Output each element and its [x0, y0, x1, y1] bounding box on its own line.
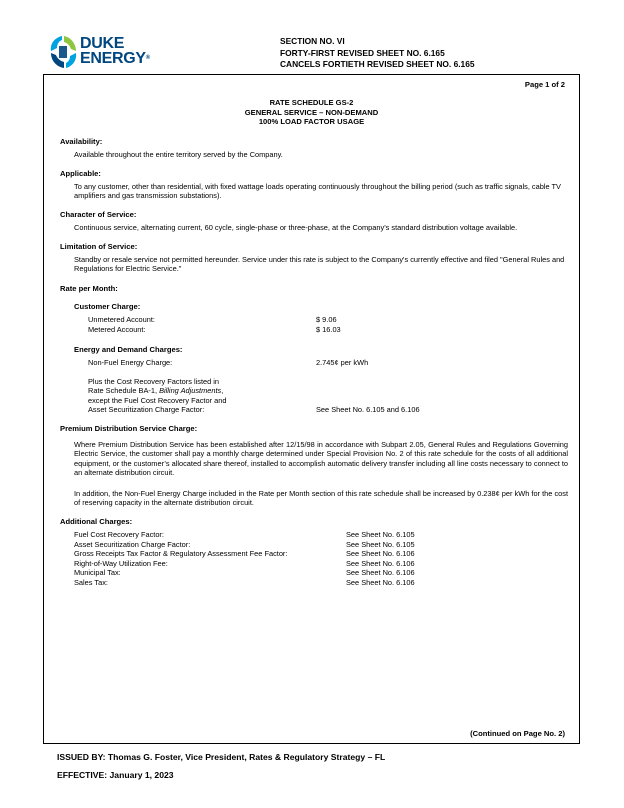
- premium-heading: Premium Distribution Service Charge:: [60, 424, 198, 433]
- cancels-sheet: CANCELS FORTIETH REVISED SHEET NO. 6.165: [280, 59, 475, 69]
- issued-by: ISSUED BY: Thomas G. Foster, Vice President, Rates & Regulatory Strategy – FL: [57, 752, 386, 762]
- additional-row: Municipal Tax: See Sheet No. 6.106: [74, 568, 415, 577]
- premium-paragraph-2: In addition, the Non-Fuel Energy Charge included in the Rate per Month section of this rate schedule shall be increased by 0.238¢ per kWh for the cost of reserving capacity in the alternate distribution circuit.: [74, 489, 568, 508]
- nonfuel-row: Non-Fuel Energy Charge: 2.745¢ per kWh: [88, 358, 369, 367]
- duke-energy-logo-icon: [48, 34, 78, 70]
- limitation-heading: Limitation of Service:: [60, 242, 138, 251]
- rate-heading: Rate per Month:: [60, 284, 118, 293]
- character-heading: Character of Service:: [60, 210, 137, 219]
- additional-row: Right-of-Way Utilization Fee: See Sheet No. 6.106: [74, 558, 415, 568]
- metered-row: Metered Account: $ 16.03: [88, 324, 341, 334]
- additional-row: Gross Receipts Tax Factor & Regulatory Assessment Fee Factor: See Sheet No. 6.106: [74, 549, 415, 558]
- section-number: SECTION NO. VI: [280, 36, 345, 46]
- additional-row: Asset Securitization Charge Factor: See Sheet No. 6.105: [74, 539, 415, 549]
- document-frame: [43, 74, 580, 744]
- availability-text: Available throughout the entire territory served by the Company.: [74, 150, 283, 159]
- additional-row: Sales Tax: See Sheet No. 6.106: [74, 577, 415, 587]
- duke-energy-logo: [48, 34, 158, 74]
- additional-heading: Additional Charges:: [60, 517, 133, 526]
- premium-paragraph-1: Where Premium Distribution Service has been established after 12/15/98 in accordance with Subpart 2.05, General Rules and Regulations Governing Electric Service, the customer shall pay a monthly charge determined under Special Provision No. 2 of this rate schedule for the costs of all additional equipment, or the customer’s allocated share thereof, installed to accomplish automatic delivery transfer including all line costs necessary to connect to an alternate distribution circuit.: [74, 440, 568, 478]
- effective-date: EFFECTIVE: January 1, 2023: [57, 770, 174, 780]
- character-text: Continuous service, alternating current, 60 cycle, single-phase or three-phase, at the Company’s standard distribution voltage available.: [74, 223, 518, 232]
- energy-heading: Energy and Demand Charges:: [74, 345, 183, 354]
- availability-heading: Availability:: [60, 137, 103, 146]
- revised-sheet: FORTY-FIRST REVISED SHEET NO. 6.165: [280, 47, 445, 58]
- logo-wordmark: DUKE ENERGY®: [80, 35, 150, 67]
- limitation-text: Standby or resale service not permitted hereunder. Service under this rate is subject to the Company's currently effective and filed "General Rules and Regulations for Electric Service.": [74, 255, 565, 274]
- sheet-header: [280, 36, 475, 71]
- additional-row: Fuel Cost Recovery Factor: See Sheet No. 6.105: [74, 530, 415, 539]
- unmetered-row: Unmetered Account: $ 9.06: [88, 315, 337, 324]
- cost-recovery-value: See Sheet No. 6.105 and 6.106: [316, 405, 420, 415]
- page-number: Page 1 of 2: [524, 80, 565, 89]
- applicable-heading: Applicable:: [60, 169, 101, 178]
- applicable-text: To any customer, other than residential, with fixed wattage loads operating continuously throughout the billing period (such as traffic signals, cable TV amplifiers and gas transmission substations).: [74, 182, 561, 201]
- cost-recovery-text: Plus the Cost Recovery Factors listed in Rate Schedule BA-1, Billing Adjustments, except the Fuel Cost Recovery Factor and Asset Securitization Charge Factor: See Sheet No. 6.105 and 6.106: [88, 377, 420, 415]
- customer-charge-heading: Customer Charge:: [74, 302, 141, 311]
- document-title: RATE SCHEDULE GS-2 GENERAL SERVICE – NON-DEMAND 100% LOAD FACTOR USAGE: [244, 98, 379, 126]
- continued-note: (Continued on Page No. 2): [470, 729, 565, 738]
